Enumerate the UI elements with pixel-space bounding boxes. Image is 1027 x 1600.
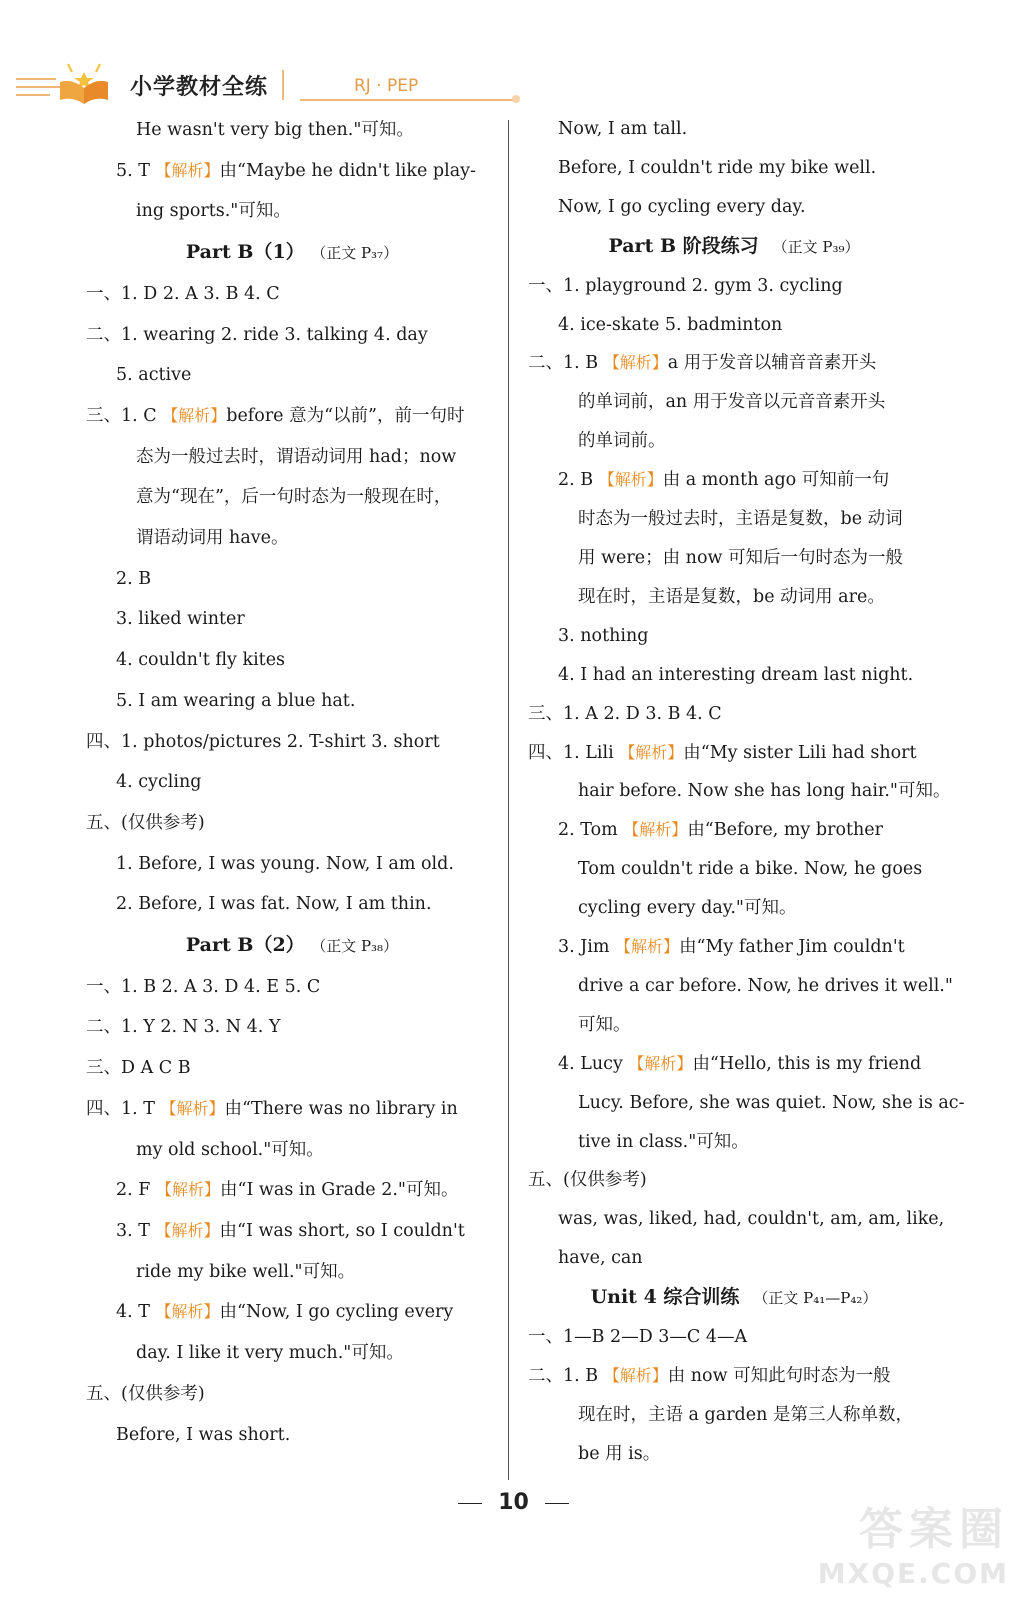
- answer-line: 可知。: [578, 1014, 631, 1035]
- section-heading: Part B 阶段练习 （正文 P₃₉）: [608, 234, 860, 257]
- answer-line: cycling every day."可知。: [578, 898, 797, 919]
- answer-line: 5. T 【解析】由“Maybe he didn't like play-: [116, 160, 476, 181]
- section-heading: Part B（2） （正文 P₃₈）: [185, 934, 399, 957]
- answer-line: 现在时，主语 a garden 是第三人称单数，: [578, 1404, 913, 1425]
- answer-line: 一、1—B 2—D 3—C 4—A: [528, 1327, 748, 1348]
- answer-line: Before, I couldn't ride my bike well.: [558, 157, 877, 178]
- edition-label: RJ · PEP: [354, 76, 419, 96]
- answer-line: 三、1. A 2. D 3. B 4. C: [528, 703, 722, 724]
- section-heading: Unit 4 综合训练 （正文 P₄₁—P₄₂）: [590, 1286, 878, 1309]
- answer-line: 3. nothing: [558, 625, 649, 646]
- answer-line: 态为一般过去时，谓语动词用 had；now: [136, 446, 457, 467]
- answer-line: 二、1. wearing 2. ride 3. talking 4. day: [86, 324, 428, 345]
- analysis-tag: 【解析】: [598, 470, 663, 490]
- page-reference: （正文 P₄₁—P₄₂）: [753, 1289, 878, 1308]
- answer-line: 一、1. B 2. A 3. D 4. E 5. C: [86, 976, 321, 997]
- answer-line: be 用 is。: [578, 1443, 661, 1464]
- answer-line: 四、1. Lili 【解析】由“My sister Lili had short: [528, 742, 917, 763]
- answer-line: Tom couldn't ride a bike. Now, he goes: [578, 859, 923, 880]
- answer-line: 2. B 【解析】由 a month ago 可知前一句: [558, 470, 890, 491]
- answer-line: day. I like it very much."可知。: [136, 1343, 404, 1364]
- answer-line: 4. cycling: [116, 772, 202, 793]
- analysis-tag: 【解析】: [155, 160, 220, 180]
- answer-line: 5. active: [116, 365, 192, 386]
- right-column: [528, 110, 965, 1474]
- analysis-tag: 【解析】: [160, 1098, 225, 1118]
- answer-line: 四、1. T 【解析】由“There was no library in: [86, 1098, 458, 1119]
- analysis-tag: 【解析】: [623, 820, 688, 840]
- answer-line: 二、1. Y 2. N 3. N 4. Y: [86, 1017, 281, 1038]
- answer-line: 3. liked winter: [116, 609, 245, 630]
- page-reference: （正文 P₃₈）: [318, 937, 399, 956]
- analysis-tag: 【解析】: [162, 405, 227, 425]
- page-reference: （正文 P₃₇）: [318, 244, 399, 263]
- answer-line: 意为“现在”，后一句时态为一般现在时，: [136, 487, 452, 508]
- answer-line: ing sports."可知。: [136, 201, 291, 222]
- answer-line: 用 were；由 now 可知后一句时态为一般: [578, 547, 904, 568]
- answer-line: 三、D A C B: [86, 1058, 191, 1079]
- open-book-icon: [56, 58, 112, 106]
- answer-line: ride my bike well."可知。: [136, 1261, 356, 1282]
- answer-line: 四、1. photos/pictures 2. T-shirt 3. short: [86, 731, 440, 752]
- answer-line: Now, I am tall.: [558, 119, 688, 139]
- answer-line: 3. T 【解析】由“I was short, so I couldn't: [116, 1220, 465, 1241]
- answer-line: 4. T 【解析】由“Now, I go cycling every: [116, 1302, 454, 1323]
- section-heading: Part B（1） （正文 P₃₇）: [185, 241, 399, 264]
- answer-line: 的单词前。: [578, 431, 666, 452]
- left-column: [86, 110, 498, 1455]
- analysis-tag: 【解析】: [155, 1180, 220, 1200]
- answer-line: 4. couldn't fly kites: [116, 650, 286, 671]
- analysis-tag: 【解析】: [603, 353, 668, 373]
- header-dot: [512, 95, 520, 103]
- brand-separator: [282, 70, 284, 100]
- analysis-tag: 【解析】: [615, 937, 680, 957]
- answer-line: 二、1. B 【解析】由 now 可知此句时态为一般: [528, 1366, 891, 1386]
- answer-line: 五、(仅供参考): [86, 812, 205, 833]
- answer-line: 时态为一般过去时，主语是复数，be 动词: [578, 509, 903, 530]
- analysis-tag: 【解析】: [155, 1302, 220, 1322]
- column-divider: [508, 120, 509, 1480]
- answer-line: hair before. Now she has long hair."可知。: [578, 781, 951, 802]
- answer-line: 五、(仅供参考): [528, 1170, 647, 1191]
- answer-line: 4. ice-skate 5. badminton: [558, 314, 783, 335]
- page-number: 10: [0, 1490, 1027, 1515]
- answer-line: was, was, liked, had, couldn't, am, am, like,: [558, 1209, 945, 1230]
- answer-line: 2. Tom 【解析】由“Before, my brother: [558, 820, 884, 841]
- answer-line: Before, I was short.: [116, 1424, 291, 1445]
- answer-line: 一、1. D 2. A 3. B 4. C: [86, 283, 280, 304]
- answer-line: tive in class."可知。: [578, 1131, 749, 1152]
- answer-line: 2. F 【解析】由“I was in Grade 2."可知。: [116, 1180, 459, 1201]
- analysis-tag: 【解析】: [619, 742, 684, 762]
- brand-title: 小学教材全练: [130, 75, 269, 100]
- watermark: 答案圈 MXQE.COM: [817, 1504, 1009, 1590]
- answer-line: 1. Before, I was young. Now, I am old.: [116, 853, 454, 874]
- page-reference: （正文 P₃₉）: [772, 237, 860, 256]
- answer-line: Now, I go cycling every day.: [558, 196, 806, 217]
- answer-line: 现在时，主语是复数，be 动词用 are。: [578, 586, 885, 607]
- answer-line: 2. Before, I was fat. Now, I am thin.: [116, 894, 432, 915]
- answer-line: my old school."可知。: [136, 1139, 324, 1160]
- answer-line: have, can: [558, 1248, 643, 1269]
- analysis-tag: 【解析】: [155, 1220, 220, 1240]
- answer-line: 谓语动词用 have。: [136, 528, 289, 549]
- analysis-tag: 【解析】: [628, 1053, 693, 1073]
- answer-line: drive a car before. Now, he drives it well.": [578, 975, 953, 996]
- answer-line: 4. Lucy 【解析】由“Hello, this is my friend: [558, 1053, 922, 1074]
- answer-line: 二、1. B 【解析】a 用于发音以辅音音素开头: [528, 353, 877, 374]
- answer-line: 的单词前，an 用于发音以元音音素开头: [578, 392, 886, 413]
- answer-line: Lucy. Before, she was quiet. Now, she is ac-: [578, 1092, 965, 1113]
- analysis-tag: 【解析】: [603, 1366, 668, 1385]
- answer-line: 3. Jim 【解析】由“My father Jim couldn't: [558, 937, 905, 958]
- header-underline: [300, 99, 514, 101]
- answer-line: He wasn't very big then."可知。: [136, 120, 414, 140]
- answer-line: 三、1. C 【解析】before 意为“以前”，前一句时: [86, 405, 465, 426]
- answer-line: 一、1. playground 2. gym 3. cycling: [528, 275, 843, 296]
- answer-line: 2. B: [116, 568, 152, 589]
- answer-line: 五、(仅供参考): [86, 1383, 205, 1404]
- page-header: [0, 0, 1027, 110]
- answer-line: 5. I am wearing a blue hat.: [116, 690, 356, 711]
- answer-line: 4. I had an interesting dream last night.: [558, 664, 914, 685]
